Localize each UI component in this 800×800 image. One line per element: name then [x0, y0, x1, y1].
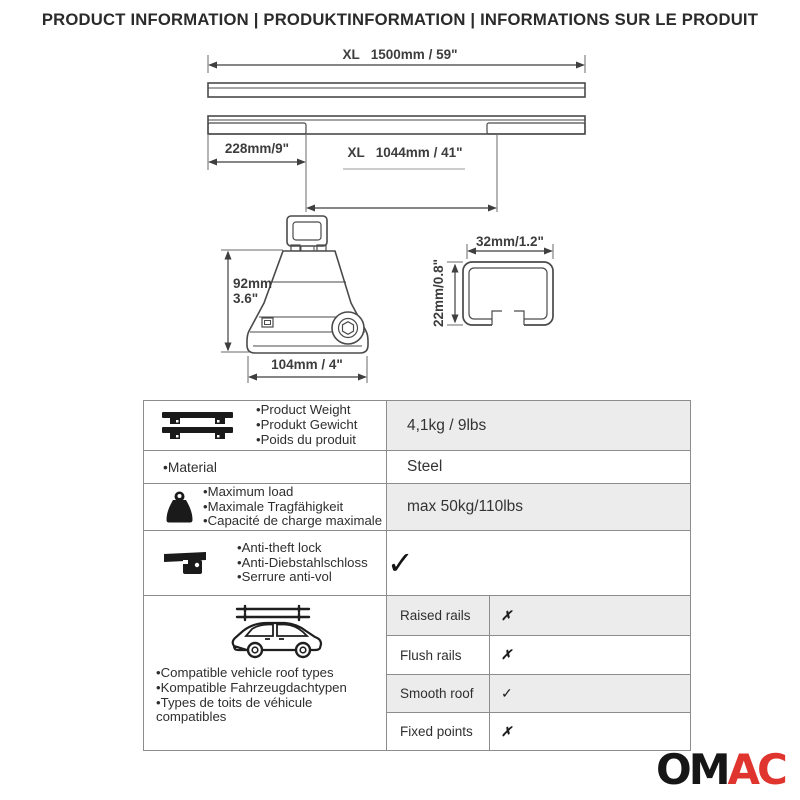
table-row-weight: [144, 401, 690, 450]
row-label: •Compatible vehicle roof types: [156, 665, 334, 680]
row-label: •Anti-theft lock: [237, 539, 322, 555]
page-title: PRODUCT INFORMATION | PRODUKTINFORMATION | INFORMATIONS SUR LE PRODUIT: [41, 10, 759, 29]
row-label: •Maximale Tragfähigkeit: [203, 498, 344, 514]
row-label: •Anti-Diebstahlschloss: [237, 554, 368, 570]
row-label: •Capacité de charge maximale: [203, 513, 383, 529]
row-label: •Poids du produit: [256, 431, 356, 447]
bar-profile-drawing: [431, 234, 553, 327]
roof-type-label: Smooth roof: [400, 686, 474, 701]
roof-type-mark: ✓: [489, 675, 690, 712]
roof-type-mark: ✗: [489, 636, 690, 674]
logo-red-part: AC: [727, 745, 785, 794]
table-row-material: [144, 450, 690, 483]
dim-profile-height: 22mm/0.8": [431, 259, 446, 327]
roof-type-row-fixed-points: [387, 712, 690, 750]
lock-icon: [164, 550, 207, 577]
roof-type-row-flush-rails: [387, 635, 690, 674]
dim-end-offset: 228mm/9": [224, 141, 290, 156]
row-label: •Types de toits de véhicule: [156, 694, 313, 710]
weight-value: 4,1kg / 9lbs: [386, 401, 690, 450]
row-label: •Material: [163, 459, 217, 475]
crossbar-length-drawing: [208, 47, 585, 97]
roof-type-row-raised-rails: [387, 596, 690, 635]
roof-type-label: Raised rails: [400, 608, 471, 623]
row-label: •Maximum load: [203, 483, 294, 499]
row-label: •Kompatible Fahrzeugdachtypen: [156, 679, 347, 695]
crossbar-span-drawing: [208, 116, 585, 212]
roof-type-mark: ✗: [489, 596, 690, 635]
max-load-value: max 50kg/110lbs: [386, 484, 690, 530]
dim-profile-width: 32mm/1.2": [476, 234, 544, 249]
row-label: •Serrure anti-vol: [237, 569, 332, 585]
table-row-max-load: [144, 483, 690, 530]
row-label: compatibles: [156, 709, 227, 725]
spec-table: [143, 400, 691, 751]
dim-total-length: XL 1500mm / 59": [342, 47, 458, 62]
weight-icon: [166, 491, 193, 524]
roof-type-subtable: [386, 596, 690, 750]
table-row-roof-types: [144, 595, 690, 750]
roof-type-row-smooth-roof: [387, 674, 690, 712]
crossbars-icon: [160, 411, 235, 441]
dim-foot-height-mm: 92mm: [233, 276, 273, 291]
material-value: Steel: [386, 451, 690, 483]
table-row-anti-theft: [144, 530, 690, 595]
logo-black-part: OM: [656, 745, 728, 794]
roof-type-label: Flush rails: [400, 647, 462, 663]
anti-theft-check: ✓: [386, 531, 690, 595]
dim-span: XL 1044mm / 41": [347, 145, 463, 160]
technical-drawing: [0, 40, 800, 400]
car-roof-rack-icon: [229, 604, 325, 660]
roof-type-mark: ✗: [489, 713, 690, 750]
row-label: •Produkt Gewicht: [256, 417, 358, 433]
dim-foot-width: 104mm / 4": [271, 357, 343, 372]
omac-logo: [656, 745, 785, 794]
roof-type-label: Fixed points: [400, 724, 473, 739]
dim-foot-height-in: 3.6": [233, 291, 259, 306]
mounting-foot-drawing: [221, 216, 368, 383]
row-label: •Product Weight: [256, 402, 351, 418]
